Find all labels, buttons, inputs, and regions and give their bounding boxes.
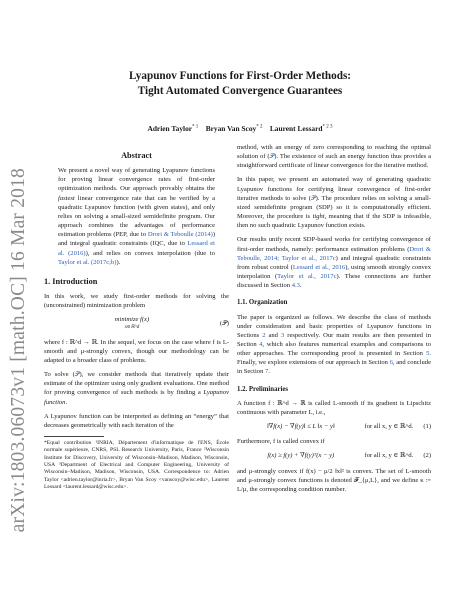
equation-number: (2) <box>423 452 431 460</box>
left-column <box>44 143 229 491</box>
convexity-equation <box>237 451 431 460</box>
citation-link[interactable]: Lessard et al., 2016 <box>292 263 346 271</box>
problem-equation <box>44 315 229 331</box>
body-paragraph: The paper is organized as follows. We describe the class of methods under consideration and basic properties of Lyapunov functions in Sections 2 and 3 respectively. Our main results are then presented in Section 4, which also features numerical examples and comparisons to other approaches. The corresponding proof is presented in Section 5. Finally, we explore extensions of our approach in Section 6, and conclude in Section 7. <box>237 313 431 376</box>
equation-number: (1) <box>423 423 431 431</box>
section-ref-link[interactable]: 3 <box>280 331 285 339</box>
equation-ref-link[interactable]: 𝒫 <box>269 153 275 161</box>
equation-ref-link[interactable]: 𝒫 <box>74 371 80 379</box>
author-affiliation-mark: * 1 <box>192 124 199 130</box>
section-ref-link[interactable]: 2 <box>262 331 266 339</box>
section-heading-organization: 1.1. Organization <box>237 299 288 307</box>
equation-condition: for all x, y ∈ ℝ^d. <box>364 452 414 460</box>
equation-condition: for all x, y ∈ ℝ^d. <box>364 423 414 431</box>
body-paragraph: method, with an energy of zero corresponding to reaching the optimal solution of (𝒫). The existence of such an energy function thus provides a straightforward certificate of linear convergence for the iterative method. <box>237 144 431 170</box>
body-paragraph: Furthermore, f is called convex if <box>237 438 325 446</box>
citation-link[interactable]: Drori & Teboulle (2014) <box>147 231 213 239</box>
title-line-1: Lyapunov Functions for First-Order Methods: <box>128 70 352 82</box>
section-heading-preliminaries: 1.2. Preliminaries <box>237 385 289 393</box>
equation-ref-link[interactable]: 𝒫 <box>310 194 316 202</box>
arxiv-id: arXiv:1803.06073v1 [math.OC] 16 Mar 2018 <box>8 167 29 533</box>
intro-paragraph: In this work, we study first-order methods for solving the (unconstrained) minimization problem <box>44 293 229 310</box>
equation-body: f(x) ≥ f(y) + ∇f(y)ᵀ(x − y) <box>267 452 335 460</box>
section-ref-link[interactable]: 4 <box>259 340 263 348</box>
abstract-text: We present a novel way of generating Lyapunov functions for proving linear convergence rates of first-order optimization methods. Our approach provably obtains the fastest linear convergence rate that can be verified by a quadratic Lyapunov function (with given states), and only relies on solving a small-sized semidefinite program. Our approach combines the advantages of performance estimation problems (PEP, due to Drori & Teboulle (2014)) and integral quadratic constraints (IQC, due to Lessard et al. (2016)), and relies on convex interpolation (due to Taylor et al. (2017c;b)). <box>58 167 215 266</box>
section-ref-link[interactable]: 4.3 <box>291 282 300 290</box>
affiliation-footnote: *Equal contribution ¹INRIA, Département d'informatique de l'ENS, École normale supérieure, CNRS, PSL Research University, Paris, France ²Wisconsin Institute for Discovery, University of Wisconsin–Madison, Madison, Wisconsin, USA ³Department of Electrical and Computer Engineering, University of Wisconsin–Madison, Madison, Wisconsin, USA. Correspondence to: Adrien Taylor <adrien.taylor@inria.fr>, Bryan Van Scoy <vanscoy@wisc.edu>, Laurent Lessard <laurent.lessard@wisc.edu>. <box>44 440 229 490</box>
author-name: Adrien Taylor <box>147 124 193 133</box>
equation-subscript: x∈ℝ^d <box>124 324 140 330</box>
author-affiliation-mark: * 2 <box>256 124 263 130</box>
section-ref-link[interactable]: 6 <box>389 359 393 367</box>
equation-label: (𝒫) <box>219 319 229 327</box>
intro-paragraph: A Lyapunov function can be interpreted as defining an “energy” that decreases geometrically with each iteration of the <box>44 412 229 429</box>
section-ref-link[interactable]: 7 <box>265 368 269 376</box>
equation-body: ‖∇f(x) − ∇f(y)‖ ≤ L ‖x − y‖ <box>266 423 335 431</box>
equation-body: minimize f(x) <box>114 316 150 324</box>
body-paragraph: Our results unify recent SDP-based works for certifying convergence of first-order methods, namely: performance estimation problems (Drori & Teboulle, 2014; Taylor et al., 2017c) and integral quadratic constraints from robust control (Lessard et al., 2016), using smooth strongly convex interpolation (Taylor et al., 2017c). These connections are further discussed in Section 4.3. <box>237 236 431 290</box>
author-affiliation-mark: * 2 3 <box>322 124 333 130</box>
body-paragraph: In this paper, we present an automated way of generating quadratic Lyapunov functions for certifying linear convergence of first-order iterative methods to solve (𝒫). The procedure relies on solving a small-sized semidefinite program (SDP) so it is computationally efficient. Moreover, the procedure is tight, meaning that if the SDP is infeasible, then no such quadratic Lyapunov function exists. <box>237 176 431 230</box>
citation-link[interactable]: Taylor et al. (2017c;b) <box>58 258 117 266</box>
author-name: Bryan Van Scoy <box>205 124 257 133</box>
arxiv-stamp <box>4 150 34 550</box>
footnote-rule <box>44 436 104 437</box>
author-name: Laurent Lessard <box>269 124 323 133</box>
intro-paragraph: where f : ℝ^d → ℝ. In the sequel, we focus on the case where f is L-smooth and μ-strongly convex, though our methodology can be adapted to a broader class of problems. <box>44 338 229 364</box>
paper-title <box>60 69 420 99</box>
citation-link[interactable]: Drori & Teboulle, 2014; Taylor et al., 2017c <box>237 245 431 262</box>
body-paragraph: A function f : ℝ^d → ℝ is called L-smooth if its gradient is Lipschitz continuous with parameter L, i.e., <box>237 399 431 416</box>
section-ref-link[interactable]: 5 <box>426 350 430 358</box>
section-heading-introduction: 1. Introduction <box>44 276 98 286</box>
right-column <box>237 143 431 499</box>
intro-paragraph: To solve (𝒫), we consider methods that iteratively update their estimate of the optimizer using only gradient evaluations. One method for proving convergence of such methods is by finding a Lyapunov function. <box>44 371 229 406</box>
title-line-2: Tight Automated Convergence Guarantees <box>137 85 343 97</box>
abstract-heading: Abstract <box>121 151 152 160</box>
body-paragraph: and μ-strongly convex if f(x) − μ/2 ‖x‖² is convex. The set of L-smooth and μ-strongly convex functions is denoted 𝓕_{μ,L}, and we define κ := L/μ, the corresponding condition number. <box>237 467 431 493</box>
citation-link[interactable]: Taylor et al., 2017c <box>277 273 337 281</box>
smoothness-equation <box>237 422 431 431</box>
citation-link[interactable]: Lessard et al. (2016) <box>58 240 215 257</box>
author-list <box>60 124 420 133</box>
